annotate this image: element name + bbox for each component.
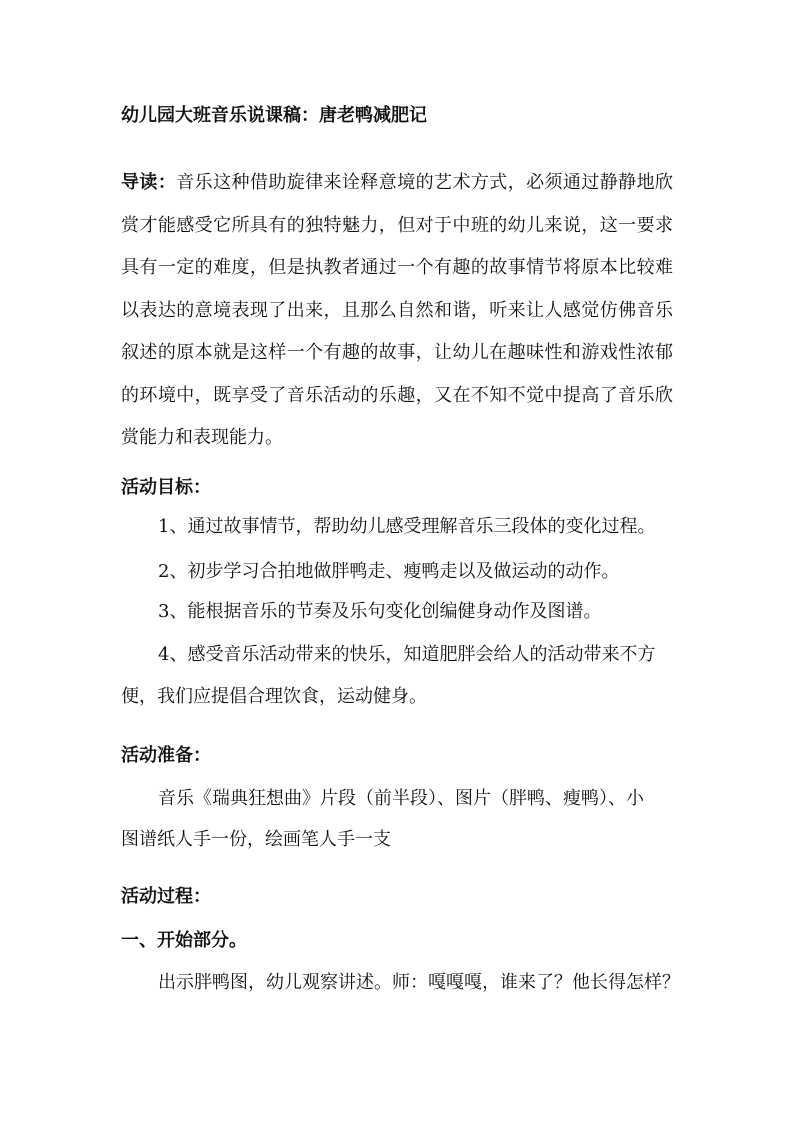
goal-item-3: 3、能根据音乐的节奏及乐句变化创编健身动作及图谱。 xyxy=(158,601,602,622)
preparation-line-1: 音乐《瑞典狂想曲》片段（前半段）、图片（胖鸭、瘦鸭）、小 xyxy=(158,788,644,809)
process-sub-heading: 一、开始部分。 xyxy=(121,930,247,951)
process-heading: 活动过程： xyxy=(121,886,211,907)
goal-item-1: 1、通过故事情节，帮助幼儿感受理解音乐三段体的变化过程。 xyxy=(158,516,656,537)
intro-lead: 导读： xyxy=(121,172,177,193)
goals-heading: 活动目标： xyxy=(121,477,211,498)
document-title: 幼儿园大班音乐说课稿：唐老鸭减肥记 xyxy=(121,105,427,126)
goal-item-4-line-2: 便，我们应提倡合理饮食，运动健身。 xyxy=(121,686,427,707)
goal-item-4-line-1: 4、感受音乐活动带来的快乐，知道肥胖会给人的活动带来不方 xyxy=(158,644,656,665)
intro-text: 音乐这种借助旋律来诠释意境的艺术方式，必须通过静静地欣赏才能感受它所具有的独特魅力，但对于中班的幼儿来说，这一要求具有一定的难度，但是执教者通过一个有趣的故事情节将原本比较难以表达的意境表现了出来，且那么自然和谐，听来让人感觉仿佛音乐叙述的原本就是这样一个有趣的故事，让幼儿在趣味性和游戏性浓郁的环境中，既享受了音乐活动的乐趣，又在不知不觉中提高了音乐欣赏能力和表现能力。 xyxy=(121,172,674,448)
process-line-1: 出示胖鸭图，幼儿观察讲述。师：嘎嘎嘎，谁来了？他长得怎样？ xyxy=(158,972,680,993)
intro-paragraph xyxy=(121,162,673,460)
preparation-heading: 活动准备： xyxy=(121,745,211,766)
goal-item-2: 2、初步学习合拍地做胖鸭走、瘦鸭走以及做运动的动作。 xyxy=(158,561,620,582)
preparation-line-2: 图谱纸人手一份，绘画笔人手一支 xyxy=(121,829,391,850)
